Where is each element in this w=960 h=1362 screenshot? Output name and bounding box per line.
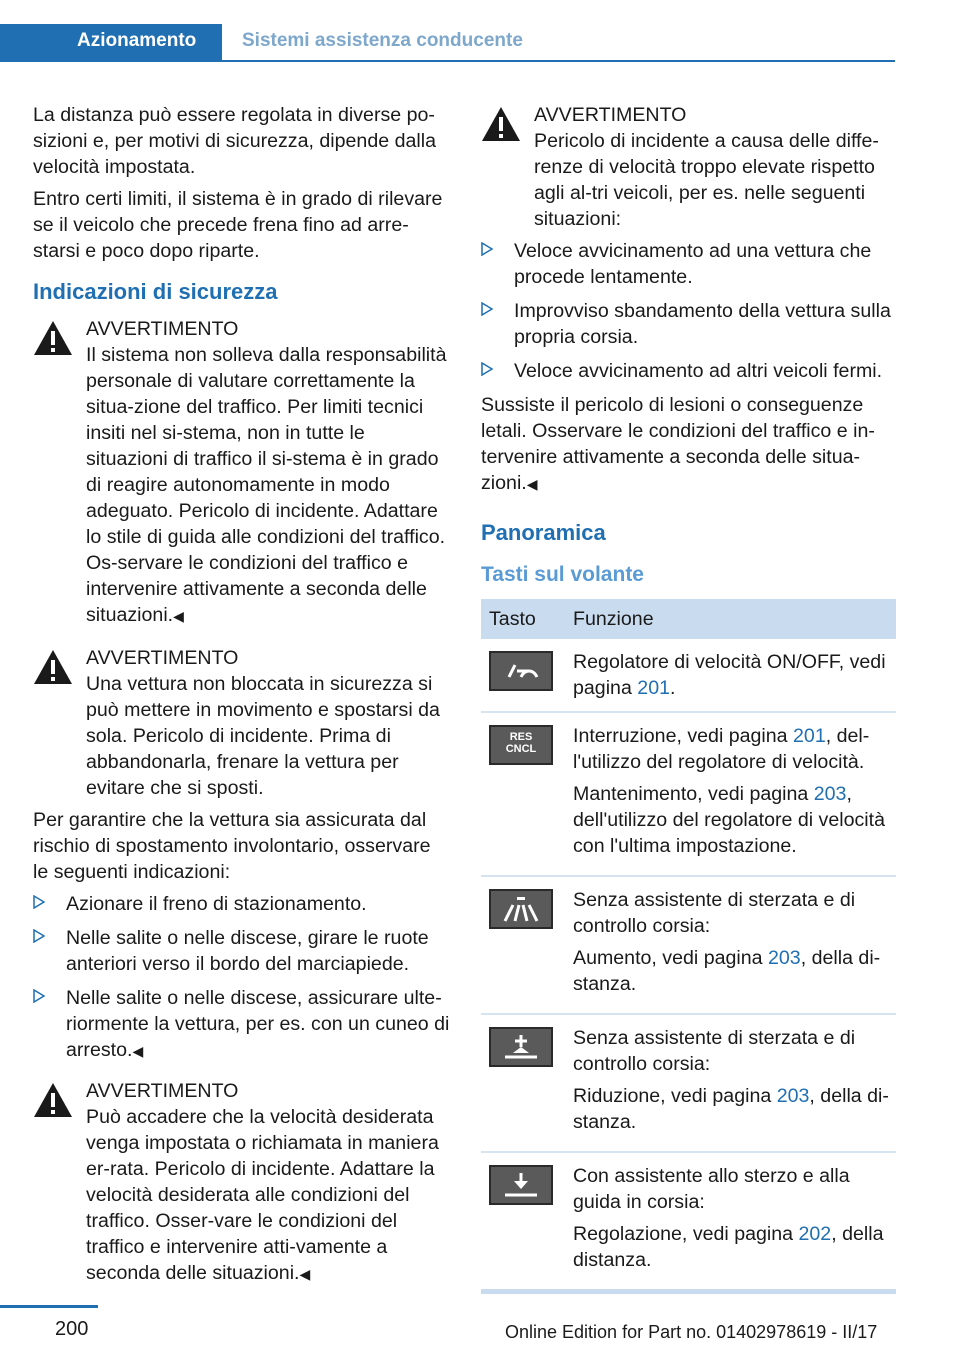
header-section[interactable]: Sistemi assistenza conducente (242, 30, 523, 51)
header-chapter[interactable]: Azionamento (77, 30, 197, 51)
paragraph: Sussiste il pericolo di lesioni o conseguenze letali. Osservare le condizioni del traffico e in-tervenire attivamente a seconda delle situa-zioni. (481, 394, 875, 494)
table-header-function: Funzione (565, 599, 896, 639)
function-text: Senza assistente di sterzata e di controllo corsia: (573, 1027, 856, 1075)
left-column (33, 102, 451, 1293)
right-column (481, 102, 896, 1294)
warning-triangle-icon (33, 1082, 73, 1118)
table-row (481, 639, 896, 712)
function-text: Aumento, vedi pagina (573, 947, 768, 969)
function-text: Regolazione, vedi pagina (573, 1223, 799, 1245)
list-item (481, 238, 896, 290)
function-text: Riduzione, vedi pagina (573, 1085, 777, 1107)
list-item (33, 891, 451, 917)
page-link[interactable]: 202 (798, 1223, 832, 1245)
page-link[interactable]: 201 (637, 677, 670, 699)
distance-adjust-key-icon (489, 1165, 553, 1205)
page-link[interactable]: 201 (793, 725, 826, 747)
warning-block (33, 1078, 451, 1287)
function-text: Con assistente allo sterzo e alla guida in corsia: (573, 1165, 850, 1213)
function-text: Interruzione, vedi pagina (573, 725, 794, 747)
warning-title: AVVERTIMENTO (86, 1080, 239, 1102)
warning-title: AVVERTIMENTO (86, 318, 239, 340)
keys-table (481, 599, 896, 1294)
list-item-text: Nelle salite o nelle discese, assicurare ulte-riormente la vettura, per es. con un cuneo di arresto. (66, 987, 450, 1061)
list-item (33, 925, 451, 977)
list-item (481, 298, 896, 350)
res-cncl-key-icon (489, 725, 553, 765)
page-link[interactable]: 203 (767, 947, 801, 969)
table-header-row (481, 599, 896, 639)
warning-text: Pericolo di incidente a causa delle diffe-renze di velocità troppo elevate rispetto agli al-tri veicoli, per es. nelle seguenti situazioni: (534, 130, 879, 230)
triangle-bullet-icon (33, 895, 45, 909)
table-row (481, 1014, 896, 1152)
warning-title: AVVERTIMENTO (86, 647, 239, 669)
function-text: Mantenimento, vedi pagina (573, 783, 814, 805)
function-text-end: , della distanza. (573, 1223, 884, 1271)
key-label: CNCL (505, 743, 537, 755)
cruise-control-key-icon (489, 651, 553, 691)
heading-steering-keys: Tasti sul volante (481, 563, 644, 586)
triangle-bullet-icon (33, 929, 45, 943)
list-item (33, 985, 451, 1064)
page-number: 200 (55, 1318, 89, 1340)
key-label: RES (509, 731, 533, 743)
table-row (481, 876, 896, 1014)
triangle-bullet-icon (481, 302, 493, 316)
warning-text: Una vettura non bloccata in sicurezza si può mettere in movimento e spostarsi da sola. Pericolo di incidente. Prima di abbandonarla, frenare la vettura per evitare che si sposti. (86, 673, 440, 799)
function-text: Regolatore di velocità ON/OFF, vedi pagina (573, 651, 886, 699)
warning-text: Il sistema non solleva dalla responsabilità personale di valutare correttamente la situa-zione del traffico. Per limiti tecnici insiti nel si-stema, non in tutte le situazioni di traffico il si-stema è in grado di reagire autonomamente in modo adeguato. Pericolo di incidente. Adattare lo stile di guida alle condizioni del traffico. Os-servare le condizioni del traffico e intervenire attivamente a seconda delle situazioni. (86, 344, 447, 626)
heading-overview: Panoramica (481, 520, 606, 545)
list-item-text: Veloce avvicinamento ad una vettura che procede lentamente. (514, 240, 872, 288)
warning-triangle-icon (481, 106, 521, 142)
triangle-bullet-icon (33, 989, 45, 1003)
warning-text: Può accadere che la velocità desiderata venga impostata o richiamata in maniera er-rata. Pericolo di incidente. Adattare la velocità desiderata alle condizioni del traffico. Osser-vare le condizioni del traffico e intervenire atti-vamente a seconda delle situazioni. (86, 1106, 439, 1284)
distance-decrease-key-icon (489, 1027, 553, 1067)
end-mark-icon: ◀ (299, 1266, 311, 1282)
list-item-text: Nelle salite o nelle discese, girare le ruote anteriori verso il bordo del marciapiede. (66, 927, 429, 975)
function-text: Senza assistente di sterzata e di controllo corsia: (573, 889, 856, 937)
header-rule (0, 60, 895, 62)
end-mark-icon: ◀ (173, 608, 184, 624)
paragraph: Entro certi limiti, il sistema è in grado di rilevare se il veicolo che precede frena fino ad arre-starsi e poco dopo riparte. (33, 188, 443, 262)
table-row (481, 1152, 896, 1292)
triangle-bullet-icon (481, 242, 493, 256)
footer-rule (0, 1305, 98, 1308)
bullet-list (33, 891, 451, 1064)
end-mark-icon: ◀ (132, 1043, 144, 1059)
list-item-text: Azionare il freno di stazionamento. (66, 893, 367, 915)
page-link[interactable]: 203 (776, 1085, 810, 1107)
function-text-end: , dell'utilizzo del regolatore di velocità con l'ultima impostazione. (573, 783, 885, 857)
edition-note: Online Edition for Part no. 01402978619 - II/17 (505, 1322, 878, 1342)
table-row (481, 712, 896, 876)
warning-block (33, 645, 451, 801)
page-link[interactable]: 203 (813, 783, 847, 805)
function-text-end: , della di-stanza. (573, 947, 881, 995)
heading-safety: Indicazioni di sicurezza (33, 279, 278, 304)
table-header-key: Tasto (481, 599, 565, 639)
end-mark-icon: ◀ (526, 476, 538, 492)
paragraph: La distanza può essere regolata in diverse po-sizioni e, per motivi di sicurezza, dipende dalla velocità impostata. (33, 104, 436, 178)
paragraph: Per garantire che la vettura sia assicurata dal rischio di spostamento involontario, osservare le seguenti indicazioni: (33, 809, 431, 883)
warning-triangle-icon (33, 649, 73, 685)
distance-increase-key-icon (489, 889, 553, 929)
list-item-text: Veloce avvicinamento ad altri veicoli fermi. (514, 360, 883, 382)
warning-block (481, 102, 896, 232)
list-item-text: Improvviso sbandamento della vettura sulla propria corsia. (514, 300, 891, 348)
function-text-end: . (670, 677, 676, 699)
triangle-bullet-icon (481, 362, 493, 376)
warning-title: AVVERTIMENTO (534, 104, 687, 126)
function-text-end: , della di-stanza. (573, 1085, 889, 1133)
warning-block (33, 316, 451, 629)
function-text-end: , del-l'utilizzo del regolatore di velocità. (573, 725, 870, 773)
warning-triangle-icon (33, 320, 73, 356)
bullet-list (481, 238, 896, 384)
list-item (481, 358, 896, 384)
